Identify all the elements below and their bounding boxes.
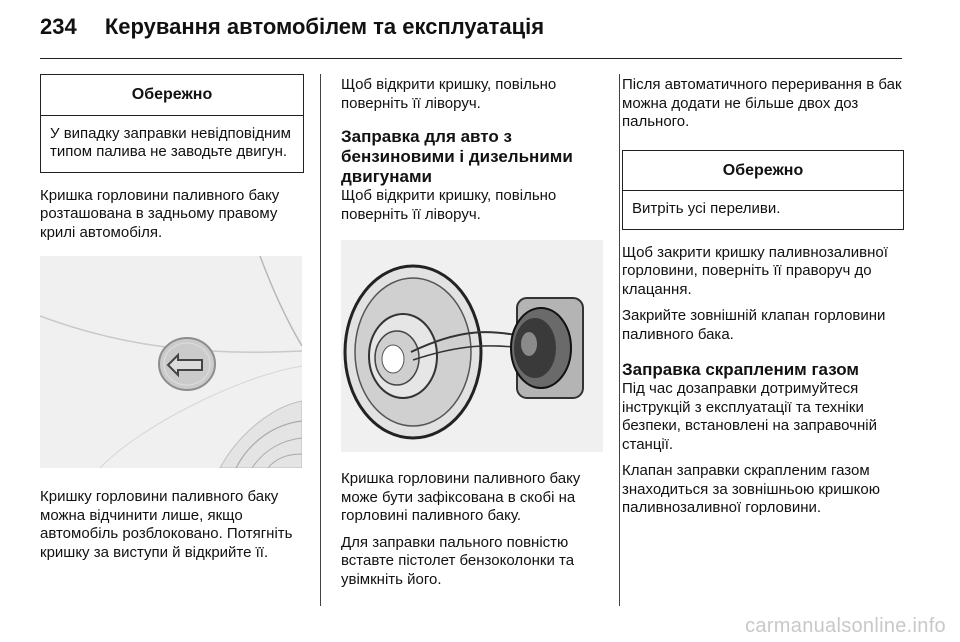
paragraph: Щоб відкрити кришку, повільно поверніть її ліворуч. (341, 76, 557, 112)
warning-text: У випадку заправки невідповідним типом палива не заводьте двигун. (50, 124, 291, 160)
paragraph: Кришка горловини паливного баку розташована в задньому правому крилі автомобіля. (40, 186, 280, 241)
warning-box (622, 150, 904, 230)
column-divider-1 (320, 74, 321, 606)
page-title: Керування автомобілем та експлуатація (104, 14, 545, 39)
column-1 (40, 74, 304, 570)
paragraph: Клапан заправки скрапленим газом знаходиться за зовнішньою кришкою паливнозаливної горловини. (622, 462, 881, 516)
fuel-cap-illustration (341, 240, 603, 452)
page-header (40, 14, 544, 40)
section-heading: Заправка для авто з бензиновими і дизельними двигунами (341, 127, 573, 186)
paragraph: Закрийте зовнішній клапан горловини паливного бака. (622, 307, 886, 343)
footer-watermark: carmanualsonline.info (745, 615, 946, 637)
page-number: 234 (40, 14, 77, 39)
paragraph: Кришку горловини паливного баку можна відчинити лише, якщо автомобіль розблоковано. Потягніть кришку за виступи й відкрийте її. (40, 488, 293, 561)
column-3 (622, 76, 904, 526)
section-heading: Заправка скрапленим газом (622, 360, 859, 379)
paragraph: Для заправки пального повністю вставте пістолет бензоколонки та увімкніть його. (341, 533, 575, 588)
paragraph: Після автоматичного переривання в бак можна додати не більше двох доз пального. (622, 76, 902, 130)
warning-box (40, 74, 304, 173)
warning-title: Обережно (623, 151, 903, 192)
column-2 (341, 76, 603, 597)
paragraph: Кришка горловини паливного баку може бути зафіксована в скобі на горловині паливного баку. (341, 470, 581, 524)
paragraph: Щоб відкрити кришку, повільно поверніть її ліворуч. (341, 187, 557, 223)
fuel-door-illustration (40, 256, 302, 468)
header-rule (40, 58, 902, 59)
paragraph: Під час дозаправки дотримуйтеся інструкцій з експлуатації та техніки безпеки, встановлені на заправочній станції. (622, 380, 877, 453)
paragraph: Щоб закрити кришку паливнозаливної горловини, поверніть її праворуч до клацання. (622, 243, 888, 298)
warning-text: Витріть усі переливи. (632, 200, 781, 217)
warning-title: Обережно (41, 75, 303, 116)
column-divider-2 (619, 74, 620, 606)
